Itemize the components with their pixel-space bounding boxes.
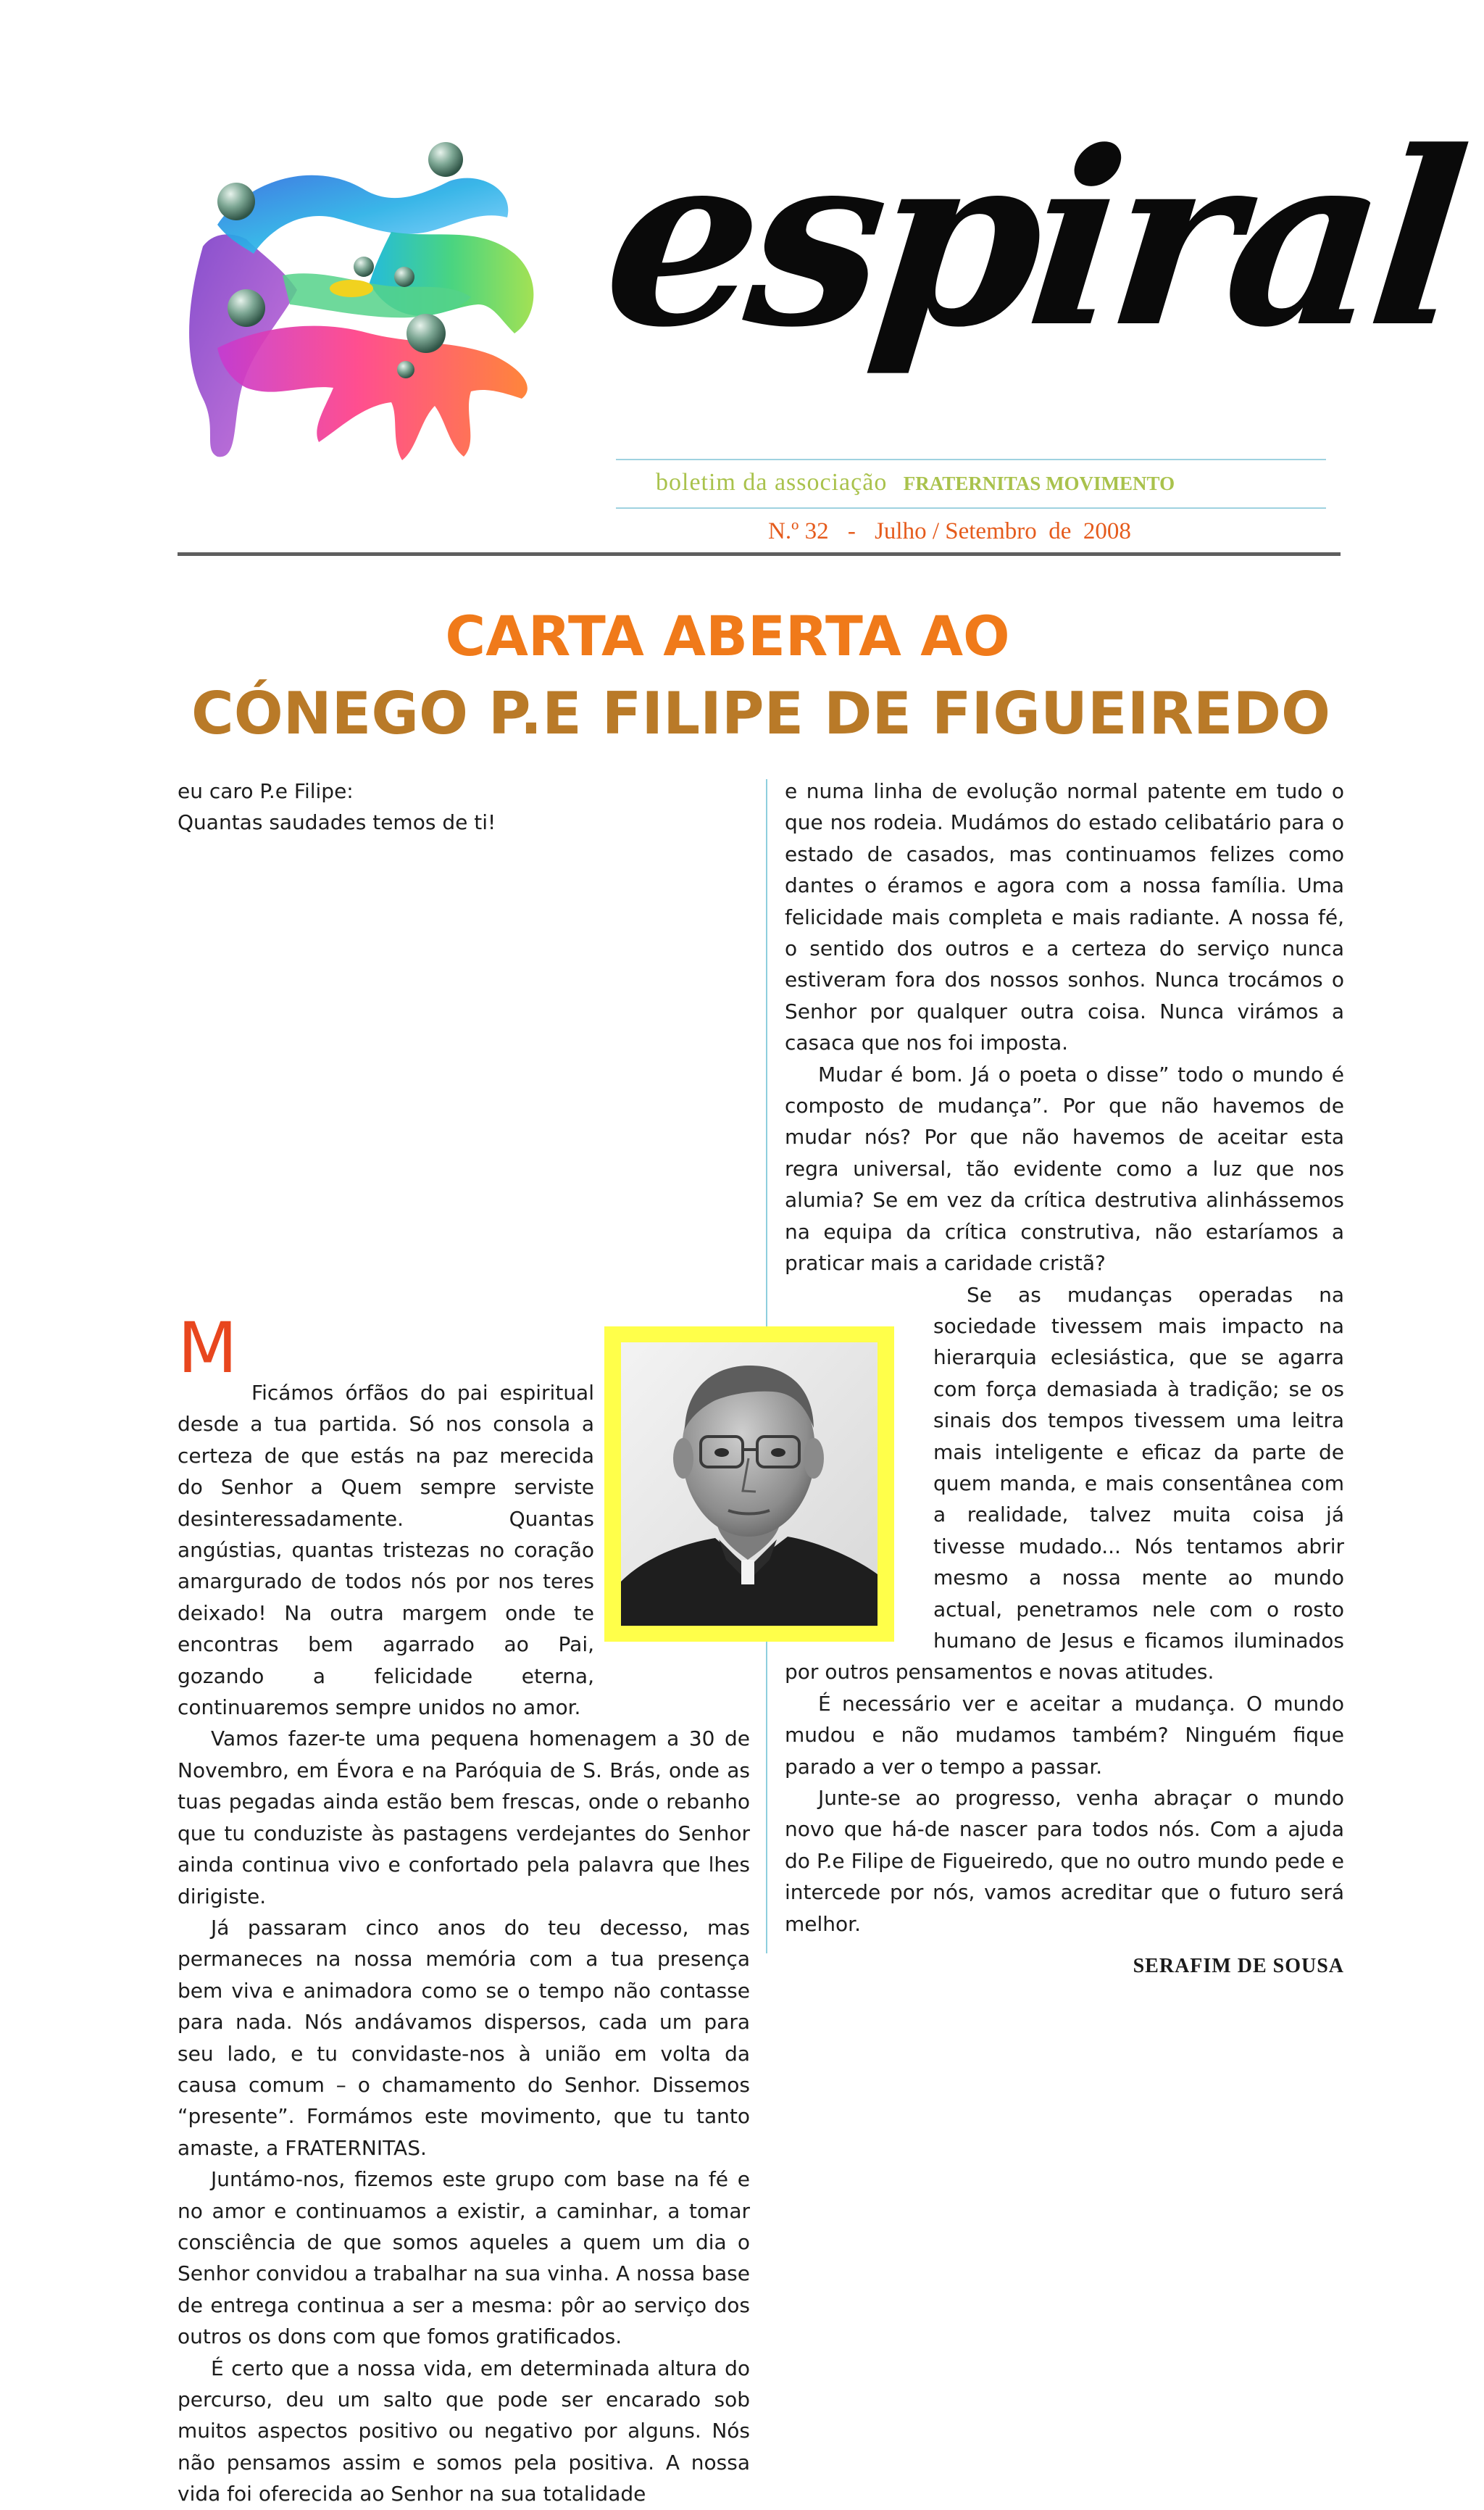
article-paragraph: É certo que a nossa vida, em determinada altura do percurso, deu um salto que pode ser encarado sob muitos aspectos positivo ou negativo por alguns. Nós não pensamos assim e somos pela positiva. A nossa vida foi oferecida ao Senhor na sua totalidade (178, 2356, 750, 2506)
article-paragraph: e numa linha de evolução normal patente em tudo o que nos rodeia. Mudámos do estado celibatário para o estado de casados, mas continuamos felizes como dantes o éramos e agora com a nossa família. Uma felicidade mais completa e mais radiante. A nossa fé, o sentido dos outros e a certeza do serviço nunca estiveram fora dos nossos sonhos. Nunca trocámos o Senhor por qualquer outra coisa. Nunca virámos a casaca que nos foi imposta. (785, 779, 1344, 1055)
article-paragraph: Se as mudanças operadas na sociedade tivessem mais impacto na hierarquia eclesiástica, que se agarra com força demasiada à tradição; se os sinais dos tempos tivessem uma leitra mais inteligente e eficaz da parte de quem manda, e mais consentânea com a realidade, talvez muita coisa já tivesse mudado... Nós tentamos abrir mesmo a nossa mente ao mundo actual, penetramos nele com o rosto humano de Jesus e ficamos iluminados por outros pensamentos e novas atitudes. (785, 1282, 1344, 1684)
article-paragraph: Vamos fazer-te uma pequena homenagem a 30 de Novembro, em Évora e na Paróquia de S. Brás, onde as tuas pegadas ainda estão bem frescas, onde o rebanho que tu conduziste às pastagens verdejantes do Senhor ainda continua vivo e confortado pela palavra que lhes dirigiste. (178, 1726, 750, 1908)
article-paragraph: Juntámo-nos, fizemos este grupo com base na fé e no amor e continuamos a existir, a caminhar, a tomar consciência de que somos aqueles a quem um dia o Senhor convidou a trabalhar na sua vinha. A nossa base de entrega continua a ser a mesma: pôr ao serviço dos outros os dons com que fomos gratificados. (178, 2167, 750, 2349)
portrait-photo (621, 1342, 878, 1626)
article-paragraph: Mudar é bom. Já o poeta o disse” todo o mundo é composto de mudança”. Por que não havemos de mudar nós? Por que não havemos de aceitar esta regra universal, tão evidente como a luz que nos alumia? Se em vez da crítica destrutiva alinhássemos na equipa da crítica construtiva, não estaríamos a praticar mais a caridade cristã? (785, 1062, 1344, 1276)
greeting-line: eu caro P.e Filipe: (178, 779, 354, 803)
photo-frame (604, 1326, 894, 1642)
divider (616, 459, 1326, 460)
subtitle-lead: boletim da associação (656, 469, 888, 496)
issue-info (768, 513, 1348, 549)
article-author: SERAFIM DE SOUSA (1133, 1955, 1344, 1977)
article-paragraph: É necessário ver e aceitar a mudança. O mundo mudou e não mudamos também? Ninguém fique parado a ver o tempo a passar. (785, 1691, 1344, 1779)
drop-cap: M (178, 1308, 238, 1389)
article-paragraph: Já passaram cinco anos do teu decesso, mas permaneces na nossa memória com a tua presença bem viva e animadora como se o tempo não contasse para nada. Nós andávamos dispersos, cada um para seu lado, e tu convidaste-nos à união em volta da causa comum – o chamamento do Senhor. Dissemos “presente”. Formámos este movimento, que tu tanto amaste, a FRATERNITAS. (178, 1915, 750, 2160)
newsletter-subtitle (656, 461, 1326, 504)
newsletter-title: espiral (593, 99, 1470, 380)
article-column-left (178, 776, 750, 2510)
issue-separator: - (847, 518, 856, 544)
divider (616, 507, 1326, 509)
issue-period: Julho / Setembro de 2008 (875, 518, 1131, 544)
greeting-line: Quantas saudades temos de ti! (178, 810, 496, 835)
headline-line-2: CÓNEGO P.E FILIPE DE FIGUEIREDO (191, 680, 1330, 747)
masthead-rule (178, 552, 1341, 556)
issue-number: N.º 32 (768, 518, 829, 544)
article-paragraph: Junte-se ao progresso, venha abraçar o mundo novo que há-de nascer para todos nós. Com a ajuda do P.e Filipe de Figueiredo, que no outro mundo pede e intercede por nós, vamos acreditar que o futuro será melhor. (785, 1786, 1344, 1936)
article-paragraph: Ficámos órfãos do pai espiritual desde a tua partida. Só nos consola a certeza de que estás na paz merecida do Senhor a Quem sempre serviste desinteressadamente. Quantas angústias, quantas tristezas no coração amargurado de todos nós por nos teres deixado! Na outra margem onde te encontras bem agarrado ao Pai, gozando a felicidade eterna, continuaremos sempre unidos no amor. (178, 1381, 594, 1720)
espiral-logo-icon (174, 138, 558, 478)
headline-line-1: CARTA ABERTA AO (445, 604, 1010, 668)
subtitle-organization: FRATERNITAS MOVIMENTO (903, 473, 1175, 494)
